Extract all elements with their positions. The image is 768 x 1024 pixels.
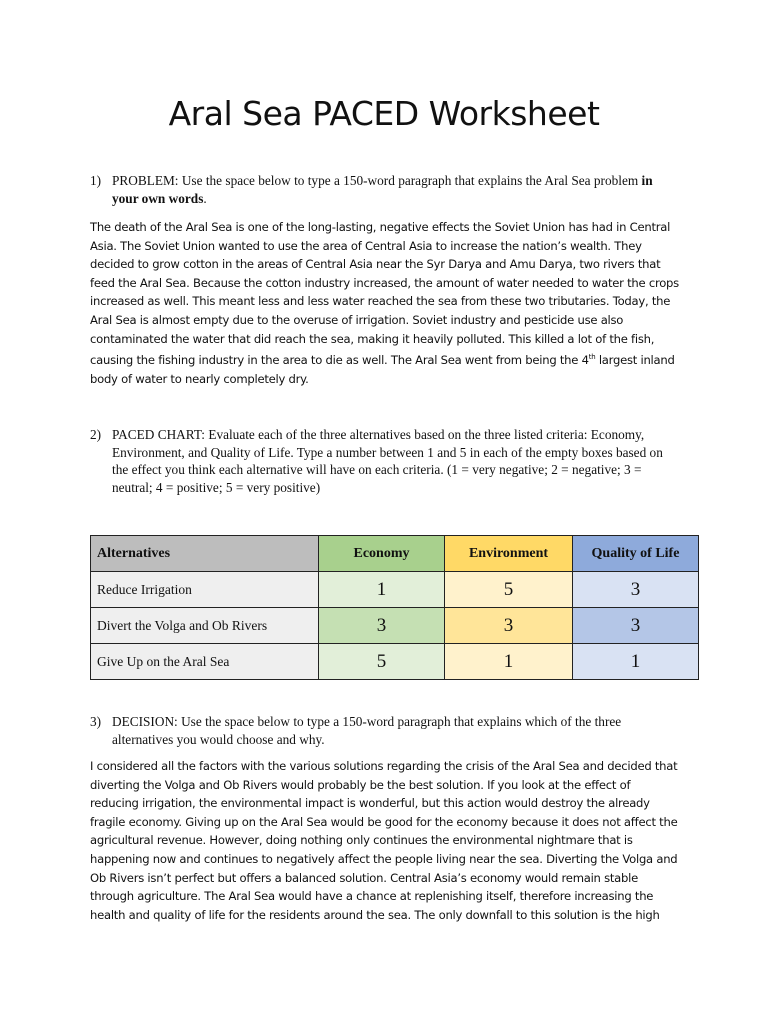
economy-score-cell[interactable]: 3 [319,608,445,644]
answer-1-text-end: largest inland body of water to nearly completely dry. [90,353,675,386]
environment-score-cell[interactable]: 1 [445,644,573,680]
economy-score-cell[interactable]: 1 [319,572,445,608]
question-2 [90,426,680,496]
answer-1-text: The death of the Aral Sea is one of the long-lasting, negative effects the Soviet Union has had in Central Asia. The Soviet Union wanted to use the area of Central Asia to increase the nation’s wealth. They decided to grow cotton in the areas of Central Asia near the Syr Darya and Amu Darya, two rivers that feed the Aral Sea. Because the cotton industry increased, the amount of water needed to water the crops increased as well. This meant less and less water reached the sea from these two tributaries. Today, the Aral Sea is almost empty due to the overuse of irrigation. Soviet industry and pesticide use also contaminated the water that did reach the sea, making it heavily polluted. This killed a lot of the fish, causing the fishing industry in the area to die as well. The Aral Sea went from being the 4 [90,220,679,368]
table-row [91,644,699,680]
question-number: 2) [90,427,102,442]
question-number: 3) [90,714,102,729]
question-1-punct: . [203,190,207,206]
question-3 [90,713,680,748]
quality-score-cell[interactable]: 3 [573,608,699,644]
header-economy: Economy [319,536,445,572]
paced-chart-table [90,535,699,680]
economy-score-cell[interactable]: 5 [319,644,445,680]
environment-score-cell[interactable]: 5 [445,572,573,608]
alternative-label: Divert the Volga and Ob Rivers [91,608,319,644]
quality-score-cell[interactable]: 3 [573,572,699,608]
alternative-label: Give Up on the Aral Sea [91,644,319,680]
page-title: Aral Sea PACED Worksheet [168,94,600,133]
question-number: 1) [90,173,102,188]
question-1-prompt [112,172,680,207]
quality-score-cell[interactable]: 1 [573,644,699,680]
answer-1-paragraph[interactable] [90,218,680,388]
question-1 [90,172,680,207]
question-2-prompt: PACED CHART: Evaluate each of the three alternatives based on the three listed criteria: Economy, Environment, and Quality of Life. Type a number between 1 and 5 in each of the empty boxes based on the effect you think each alternative will have on each criteria. (1 = very negative; 2 = negative; 3 = neutral; 4 = positive; 5 = very positive) [112,427,663,495]
alternative-label: Reduce Irrigation [91,572,319,608]
table-row [91,608,699,644]
header-quality-of-life: Quality of Life [573,536,699,572]
question-1-text: PROBLEM: Use the space below to type a 150-word paragraph that explains the Aral Sea problem [112,173,639,188]
superscript-th: th [588,353,596,362]
answer-3-text: I considered all the factors with the various solutions regarding the crisis of the Aral Sea and decided that diverting the Volga and Ob Rivers would probably be the best solution. If you look at the effect of reducing irrigation, the environmental impact is wonderful, but this action would destroy the already fragile economy. Giving up on the Aral Sea would be good for the economy because it does not affect the agricultural revenue. However, doing nothing only continues the environmental nightmare that is happening now and continues to negatively affect the people living near the sea. Diverting the Volga and Ob Rivers isn’t perfect but offers a balanced solution. Central Asia’s economy would remain stable through agriculture. The Aral Sea would have a chance at replenishing itself, therefore increasing the health and quality of life for the residents around the sea. The only downfall to this solution is the high [90,759,678,922]
table-header-row [91,536,699,572]
table-row [91,572,699,608]
environment-score-cell[interactable]: 3 [445,608,573,644]
header-alternatives: Alternatives [91,536,319,572]
header-environment: Environment [445,536,573,572]
answer-3-paragraph[interactable] [90,757,680,924]
question-1-bold-text: in your own words [112,173,653,206]
question-3-prompt: DECISION: Use the space below to type a 150-word paragraph that explains which of the three alternatives you would choose and why. [112,714,622,747]
